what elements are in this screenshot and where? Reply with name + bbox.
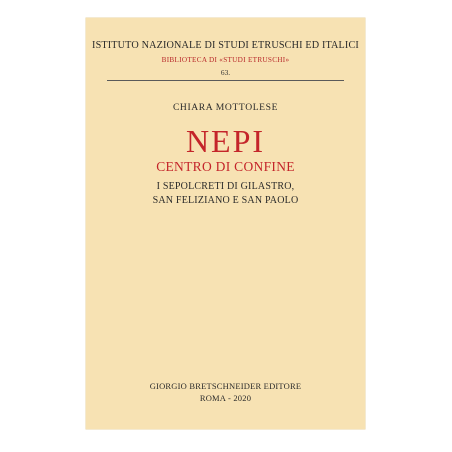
place-and-year: ROMA - 2020 (199, 393, 252, 403)
publisher-name: GIORGIO BRETSCHNEIDER EDITORE (149, 381, 302, 391)
series-number: 63. (220, 68, 231, 77)
book-title: NEPI (185, 123, 266, 159)
series-name: BIBLIOTECA DI «STUDI ETRUSCHI» (161, 56, 290, 64)
book-subtitle: CENTRO DI CONFINE (156, 159, 295, 174)
header-divider (107, 80, 344, 81)
description-line-2: SAN FELIZIANO E SAN PAOLO (152, 195, 299, 206)
institute-name: ISTITUTO NAZIONALE DI STUDI ETRUSCHI ED ITALICI (92, 40, 359, 51)
author-name: CHIARA MOTTOLESE (172, 102, 279, 113)
description-line-1: I SEPOLCRETI DI GILASTRO, (156, 181, 295, 192)
book-cover (86, 18, 365, 429)
